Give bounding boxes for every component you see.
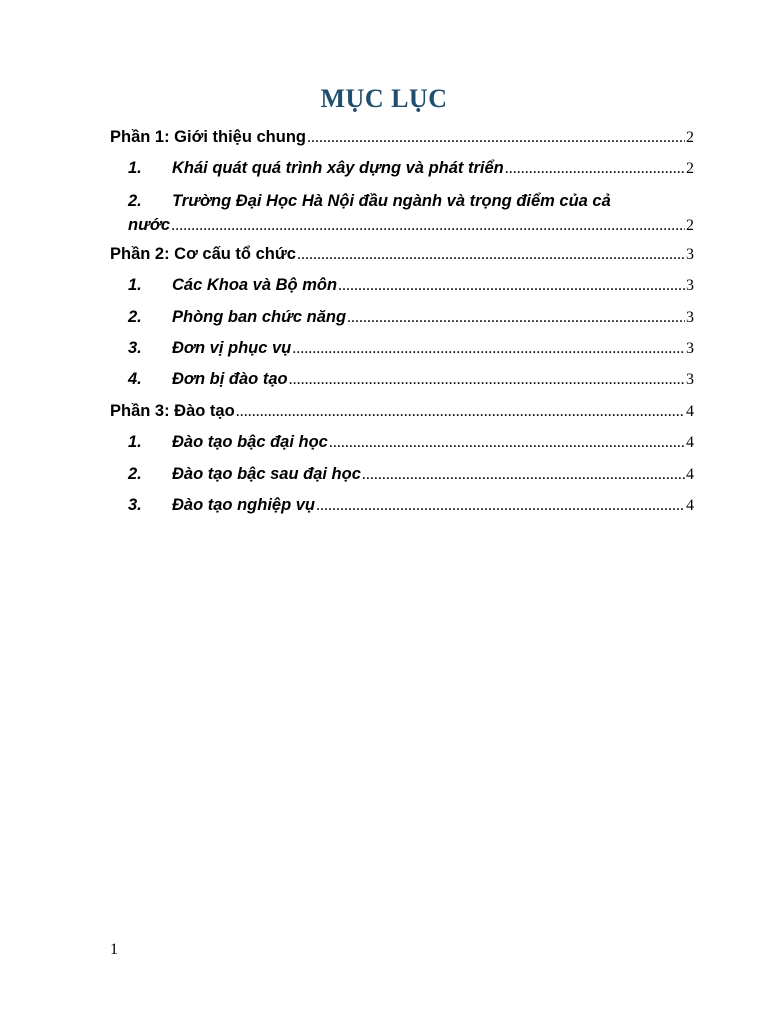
- toc-page-number: 3: [686, 277, 694, 295]
- footer-page-number: 1: [110, 941, 118, 958]
- toc-entry-label: Phần 1: Giới thiệu chung: [110, 128, 306, 146]
- dot-leader: [316, 493, 685, 519]
- toc-entry-number: 1.: [128, 433, 142, 452]
- toc-page-number: 3: [686, 308, 694, 326]
- toc-entry-3-2[interactable]: [110, 461, 694, 492]
- toc-entry-number: 1.: [128, 276, 142, 295]
- toc-entry-2-2[interactable]: [110, 304, 694, 335]
- toc-entry-number: 4.: [128, 370, 142, 389]
- toc-entry-3-3[interactable]: [110, 492, 694, 523]
- toc-entry-number: 2.: [128, 307, 142, 326]
- dot-leader: [505, 156, 685, 182]
- toc-entry-label-line2: nước: [128, 215, 171, 234]
- toc-entry-part-1[interactable]: [110, 124, 694, 155]
- dot-leader: [338, 273, 685, 299]
- toc-page-number: 2: [686, 129, 694, 146]
- toc-page-number: 2: [686, 160, 694, 178]
- dot-leader: [329, 430, 685, 456]
- toc-entry-label: Phòng ban chức năng: [172, 307, 347, 326]
- toc-page-number: 4: [686, 496, 694, 514]
- page-title: MỤC LỤC: [320, 84, 448, 113]
- toc-entry-number: 1.: [128, 159, 142, 178]
- toc-entry-label: Phần 3: Đào tạo: [110, 401, 235, 420]
- toc-entry-part-3[interactable]: [110, 398, 694, 429]
- toc-page-number: 3: [686, 245, 694, 263]
- toc-entry-label-line1: Trường Đại Học Hà Nội đầu ngành và trọng điểm của cả: [172, 191, 611, 210]
- toc-entry-label: Khái quát quá trình xây dựng và phát triển: [172, 159, 504, 178]
- dot-leader: [307, 125, 685, 151]
- toc-page-number: 4: [686, 465, 694, 483]
- dot-leader: [171, 214, 685, 238]
- toc-page-number: 3: [686, 371, 694, 389]
- dot-leader: [297, 242, 685, 268]
- table-of-contents: [110, 124, 694, 523]
- toc-entry-number: 2.: [128, 191, 142, 210]
- toc-page-number: 4: [686, 434, 694, 452]
- toc-entry-2-4[interactable]: [110, 366, 694, 397]
- dot-leader: [292, 336, 685, 362]
- toc-page-number: 4: [686, 402, 694, 420]
- toc-entry-2-1[interactable]: [110, 272, 694, 303]
- toc-entry-label: Đào tạo bậc đại học: [172, 433, 328, 452]
- toc-entry-2-3[interactable]: [110, 335, 694, 366]
- toc-entry-label: Đào tạo bậc sau đại học: [172, 464, 361, 483]
- dot-leader: [362, 462, 685, 488]
- toc-entry-label: Các Khoa và Bộ môn: [172, 276, 338, 295]
- toc-entry-1-2[interactable]: [110, 189, 694, 237]
- toc-entry-part-2[interactable]: [110, 241, 694, 272]
- dot-leader: [236, 399, 685, 425]
- toc-page-number: 3: [686, 339, 694, 357]
- toc-entry-label: Đơn bị đào tạo: [172, 370, 288, 389]
- dot-leader: [347, 305, 685, 331]
- toc-entry-number: 2.: [128, 464, 142, 483]
- toc-entry-label: Đào tạo nghiệp vụ: [172, 495, 316, 514]
- dot-leader: [289, 367, 685, 393]
- toc-entry-1-1[interactable]: [110, 155, 694, 186]
- toc-entry-label: Phần 2: Cơ cấu tổ chức: [110, 244, 296, 263]
- toc-entry-number: 3.: [128, 338, 142, 357]
- toc-entry-label: Đơn vị phục vụ: [172, 338, 292, 357]
- toc-entry-3-1[interactable]: [110, 429, 694, 460]
- toc-entry-number: 3.: [128, 495, 142, 514]
- toc-page-number: 2: [686, 216, 694, 234]
